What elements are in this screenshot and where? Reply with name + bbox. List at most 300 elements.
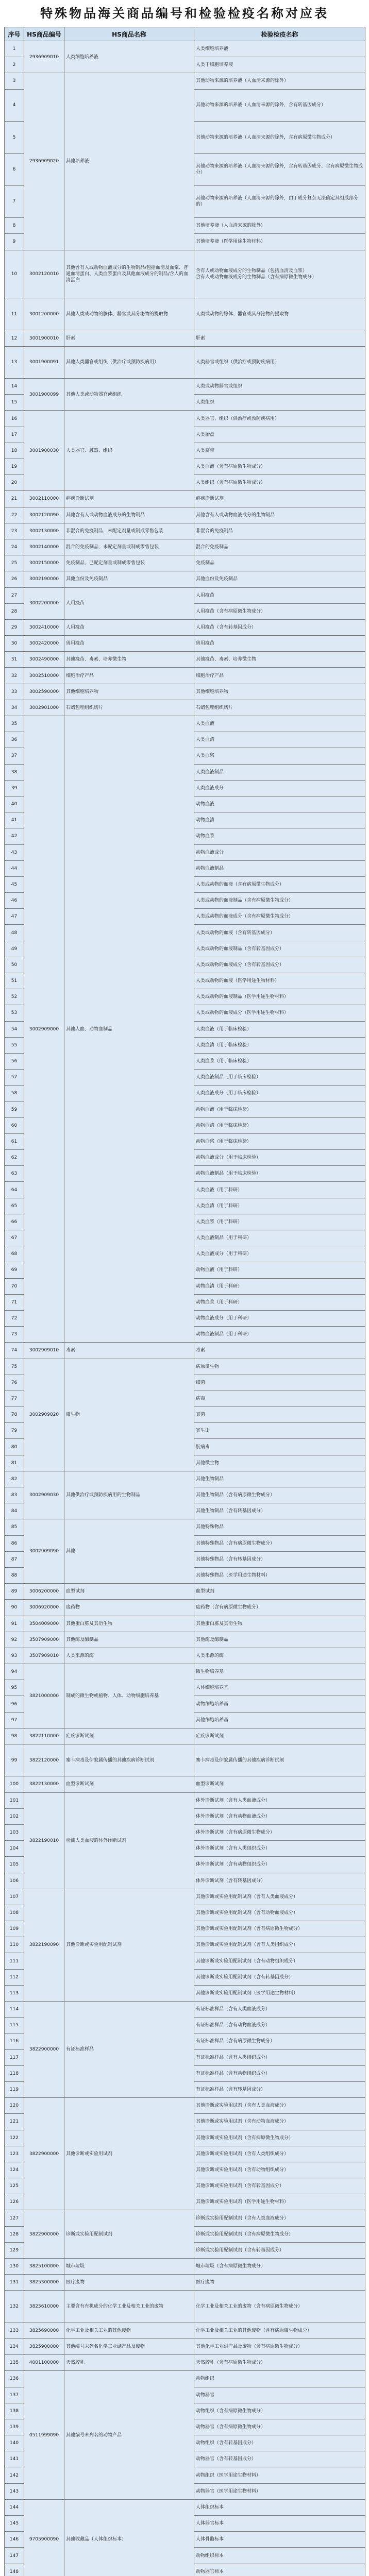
cell-index: 12 — [5, 330, 24, 346]
cell-index: 40 — [5, 796, 24, 812]
cell-inspection-name — [194, 2419, 365, 2435]
cell-inspection-name — [194, 636, 365, 652]
cell-hs-code: 3002490000 — [24, 652, 64, 668]
cell-hs-name: 其他 — [64, 1519, 194, 1584]
cell-index: 128 — [5, 2226, 24, 2242]
cell-index: 118 — [5, 2065, 24, 2081]
cell-inspection-name — [194, 1519, 365, 1535]
inspection-line: 人类脐带 — [196, 448, 215, 453]
cell-hs-name: 血型诊断试剂 — [64, 1776, 194, 1792]
cell-hs-name: 其他收藏品（人体组织标本） — [64, 2499, 194, 2576]
inspection-line: 其他生物制品（含有病原微生物成分） — [196, 1493, 275, 1498]
table-row — [5, 2275, 365, 2291]
table-row — [5, 1728, 365, 1744]
cell-index: 108 — [5, 1905, 24, 1921]
table-row — [5, 684, 365, 700]
cell-inspection-name — [194, 1664, 365, 1680]
inspection-line: 微生物培养基 — [196, 1669, 224, 1675]
inspection-line: 人类血液成分（用于科研） — [196, 1251, 252, 1257]
inspection-line: 诊断或实验用配制试剂（含有转基因成分） — [196, 2247, 284, 2253]
inspection-line: 人类或动物器官或组织 — [196, 384, 243, 389]
inspection-line: 动物血液成分 — [196, 850, 224, 855]
cell-index: 92 — [5, 1632, 24, 1648]
cell-hs-name: 医疗废物 — [64, 2275, 194, 2291]
cell-inspection-name — [194, 1021, 365, 1037]
inspection-line: 人体细胞培养基 — [196, 1685, 229, 1691]
cell-index: 84 — [5, 1503, 24, 1519]
cell-inspection-name — [194, 2516, 365, 2532]
table-row — [5, 539, 365, 555]
inspection-line: 其他诊断或实验用配制试剂（含有人类血液成分） — [196, 1894, 298, 1900]
inspection-line: 人类血液制品 — [196, 769, 224, 775]
cell-index: 15 — [5, 395, 24, 411]
cell-inspection-name — [194, 41, 365, 57]
cell-index: 96 — [5, 1696, 24, 1712]
cell-hs-code: 3822190090 — [24, 1889, 64, 2001]
cell-hs-name: 其他血份及免疫制品 — [64, 571, 194, 587]
cell-index: 7 — [5, 185, 24, 217]
cell-inspection-name — [194, 427, 365, 443]
cell-inspection-name — [194, 1503, 365, 1519]
cell-index: 115 — [5, 2018, 24, 2033]
inspection-line: 其他培养液（人血清来源的除外） — [196, 223, 266, 229]
cell-inspection-name — [194, 1937, 365, 1953]
inspection-line: 人类或动物的血液（含有病原微生物成分） — [196, 882, 284, 887]
inspection-line: 人类或动物的血液制品（含有病原微生物成分） — [196, 898, 294, 904]
inspection-line: 动物器官（含有转基因成分） — [196, 2456, 257, 2462]
inspection-line: 动物血液（用于临床检验） — [196, 1107, 252, 1112]
cell-hs-name: 兽用疫苗 — [64, 636, 194, 652]
inspection-line: 有证标准样品（含有人类组织成分） — [196, 2055, 271, 2060]
cell-index: 47 — [5, 909, 24, 925]
cell-inspection-name — [194, 1889, 365, 1905]
cell-inspection-name — [194, 185, 365, 217]
cell-hs-code: 3822900000 — [24, 2210, 64, 2259]
header-hs-code: HS商品编号 — [24, 27, 64, 41]
inspection-line: 有证标准样品（含有动物血液成分） — [196, 2023, 271, 2028]
cell-index: 142 — [5, 2467, 24, 2483]
cell-inspection-name — [194, 539, 365, 555]
inspection-line: 体外诊断试剂（含有动物组织成分） — [196, 1862, 271, 1868]
inspection-line: 动物组织（含有转基因成分） — [196, 2441, 257, 2446]
cell-index: 55 — [5, 1037, 24, 1053]
cell-index: 63 — [5, 1166, 24, 1182]
table-row — [5, 2338, 365, 2354]
inspection-line: 其他动物来源的培养液（人血清来源的除外） — [196, 78, 289, 84]
cell-index: 90 — [5, 1600, 24, 1616]
table-row — [5, 250, 365, 298]
cell-inspection-name — [194, 1005, 365, 1021]
cell-index: 29 — [5, 619, 24, 635]
cell-inspection-name — [194, 1262, 365, 1278]
cell-hs-name: 化学工业及相关工业的其他废物 — [64, 2323, 194, 2338]
inspection-line: 石蜡包埋组织切片 — [196, 705, 233, 710]
cell-index: 103 — [5, 1824, 24, 1840]
cell-inspection-name — [194, 1101, 365, 1117]
cell-hs-name: 其他人类或动物的腺体、器官或其分泌物的提取物 — [64, 298, 194, 330]
table-row — [5, 2323, 365, 2338]
inspection-line: 动物血液制品（用于科研） — [196, 1332, 252, 1337]
cell-hs-code: 3504009000 — [24, 1616, 64, 1632]
inspection-line: 其他含有人或动物血液成分的生物制品 — [196, 512, 275, 518]
cell-hs-code: 3002120090 — [24, 507, 64, 523]
cell-inspection-name — [194, 748, 365, 764]
inspection-line: 人类组织（含有病原微生物成分） — [196, 480, 266, 486]
cell-hs-name: 细胞治疗产品 — [64, 668, 194, 684]
inspection-line: 有证标准样品（含有动物组织成分） — [196, 2071, 271, 2076]
inspection-line: 化学工业及相关工业的其他废物（含有病原微生物成分） — [196, 2328, 312, 2333]
cell-hs-name: 人类来源的酶 — [64, 1648, 194, 1664]
inspection-line: 其他特殊物品（医学用途生物材料） — [196, 1573, 271, 1579]
cell-inspection-name — [194, 668, 365, 684]
cell-index: 125 — [5, 2178, 24, 2194]
cell-index: 21 — [5, 491, 24, 507]
cell-hs-name: 其他人类或动物器官或组织 — [64, 379, 194, 411]
inspection-line: 人类胎盘 — [196, 432, 215, 437]
cell-hs-code: 3002590000 — [24, 684, 64, 700]
inspection-line: 体外诊断试剂（含有动物血液成分） — [196, 1814, 271, 1819]
cell-index: 146 — [5, 2532, 24, 2548]
inspection-line: 其他血份及免疫制品 — [196, 577, 238, 582]
inspection-line: 真菌 — [196, 1412, 206, 1418]
cell-inspection-name — [194, 121, 365, 153]
cell-hs-code: 3001900099 — [24, 379, 64, 411]
inspection-line: 天然胶乳（含有病原微生物成分） — [196, 2360, 266, 2366]
cell-inspection-name — [194, 1551, 365, 1567]
inspection-line: 动物组织 — [196, 2376, 215, 2382]
cell-inspection-name — [194, 1053, 365, 1069]
cell-index: 102 — [5, 1808, 24, 1824]
cell-hs-code: 3001200000 — [24, 298, 64, 330]
cell-hs-code: 3002130000 — [24, 523, 64, 539]
inspection-line: 动物血清 — [196, 818, 215, 823]
inspection-line: 人类血液（含有病原微生物成分） — [196, 464, 266, 470]
cell-inspection-name — [194, 2210, 365, 2226]
cell-index: 106 — [5, 1873, 24, 1889]
cell-inspection-name — [194, 1487, 365, 1503]
table-row — [5, 507, 365, 523]
cell-index: 43 — [5, 844, 24, 860]
cell-hs-code: 3825690000 — [24, 2323, 64, 2338]
cell-inspection-name — [194, 1391, 365, 1406]
cell-index: 18 — [5, 443, 24, 459]
cell-index: 36 — [5, 732, 24, 748]
cell-hs-name: 其他编号未列名化学工业副产品及废物 — [64, 2338, 194, 2354]
cell-index: 57 — [5, 1070, 24, 1086]
cell-hs-name: 其他含有人或动物血液成分的生物制品 — [64, 507, 194, 523]
cell-index: 79 — [5, 1423, 24, 1439]
cell-inspection-name — [194, 1182, 365, 1198]
cell-hs-code: 3002420000 — [24, 636, 64, 652]
cell-index: 9 — [5, 234, 24, 250]
cell-inspection-name — [194, 346, 365, 378]
cell-inspection-name — [194, 700, 365, 716]
inspection-line: 人用疫苗（含有病原微生物成分） — [196, 608, 266, 614]
inspection-line: 其他诊断或实验用试剂（含有动物血液成分） — [196, 2119, 289, 2125]
cell-inspection-name — [194, 1648, 365, 1664]
cell-inspection-name — [194, 1969, 365, 1985]
cell-index: 136 — [5, 2371, 24, 2387]
cell-hs-name: 其他细胞培养物 — [64, 684, 194, 700]
cell-index: 16 — [5, 411, 24, 427]
cell-index: 34 — [5, 700, 24, 716]
inspection-line: 其他酶及酶制品 — [196, 1637, 229, 1642]
inspection-line: 朊病毒 — [196, 1444, 210, 1450]
cell-inspection-name — [194, 2226, 365, 2242]
inspection-line: 其他生物制品（含有转基因成分） — [196, 1509, 266, 1514]
inspection-line: 疟疾诊断试剂 — [196, 1733, 224, 1739]
cell-inspection-name — [194, 2002, 365, 2018]
cell-index: 68 — [5, 1246, 24, 1262]
inspection-line: 人类细胞培养液 — [196, 46, 229, 52]
cell-hs-name: 废药物 — [64, 1600, 194, 1616]
cell-inspection-name — [194, 89, 365, 121]
cell-inspection-name — [194, 603, 365, 619]
cell-inspection-name — [194, 2387, 365, 2403]
cell-inspection-name — [194, 828, 365, 844]
inspection-line: 其他诊断或实验用试剂（含有人类组织成分） — [196, 2151, 289, 2157]
inspection-line: 人类干细胞培养液 — [196, 62, 233, 68]
cell-index: 54 — [5, 1021, 24, 1037]
cell-inspection-name — [194, 2259, 365, 2275]
cell-index: 148 — [5, 2564, 24, 2576]
inspection-line: 其他动物来源的培养液（人血清来源的除外，含有转基因成分） — [196, 103, 326, 108]
table-row — [5, 1600, 365, 1616]
inspection-line: 人类或动物的血液（含有转基因成分） — [196, 930, 275, 936]
cell-index: 134 — [5, 2338, 24, 2354]
inspection-line: 细胞治疗产品 — [196, 673, 224, 679]
inspection-line: 人类血液制品（用于临床检验） — [196, 1075, 261, 1080]
inspection-line: 人用疫苗（含有转基因成分） — [196, 624, 257, 630]
cell-index: 139 — [5, 2419, 24, 2435]
cell-index: 45 — [5, 876, 24, 892]
table-row — [5, 1792, 365, 1808]
inspection-line: 病毒 — [196, 1396, 206, 1401]
cell-inspection-name — [194, 555, 365, 571]
cell-inspection-name — [194, 1857, 365, 1873]
cell-index: 74 — [5, 1343, 24, 1359]
table-row — [5, 555, 365, 571]
cell-inspection-name — [194, 1680, 365, 1696]
cell-hs-code: 3002909030 — [24, 1471, 64, 1519]
cell-inspection-name — [194, 1455, 365, 1471]
inspection-line: 其他细胞培养基 — [196, 1717, 229, 1723]
cell-hs-name: 其他人血、动物血制品 — [64, 716, 194, 1343]
inspection-line: 城市垃圾（含有病原微生物成分） — [196, 2264, 266, 2269]
cell-hs-name: 诊断或实验用配制试剂 — [64, 2210, 194, 2259]
cell-hs-name: 混合的免疫制品，未配定剂量或制成零售包装 — [64, 539, 194, 555]
cell-index: 60 — [5, 1117, 24, 1133]
cell-inspection-name — [194, 379, 365, 395]
cell-inspection-name — [194, 2049, 365, 2065]
cell-inspection-name — [194, 2242, 365, 2258]
table-row — [5, 2371, 365, 2387]
cell-inspection-name — [194, 2146, 365, 2162]
cell-index: 109 — [5, 1921, 24, 1937]
cell-index: 95 — [5, 1680, 24, 1696]
inspection-line: 体外诊断试剂（含有病原微生物成分） — [196, 1830, 275, 1836]
table-row — [5, 1359, 365, 1375]
cell-inspection-name — [194, 298, 365, 330]
cell-index: 38 — [5, 764, 24, 780]
cell-hs-code: 3822190010 — [24, 1792, 64, 1889]
cell-hs-code: 3002510000 — [24, 668, 64, 684]
cell-index: 72 — [5, 1310, 24, 1326]
cell-index: 119 — [5, 2081, 24, 2097]
table-row — [5, 1584, 365, 1600]
cell-hs-name: 石蜡包埋组织切片 — [64, 700, 194, 716]
inspection-line: 其他诊断或实验用试剂（含有动物组织成分） — [196, 2167, 289, 2173]
inspection-line: 寨卡病毒及伊蚊属传播的其他疾病诊断试剂 — [196, 1757, 284, 1763]
cell-hs-code: 3002140000 — [24, 539, 64, 555]
inspection-line: 人类或动物的血液制品（医学用途生物材料） — [196, 994, 289, 1000]
cell-index: 132 — [5, 2291, 24, 2323]
table-row — [5, 41, 365, 57]
inspection-line: 动物血浆（用于科研） — [196, 1299, 243, 1305]
table-row — [5, 2499, 365, 2515]
cell-inspection-name — [194, 1310, 365, 1326]
inspection-line: 其他诊断或实验用配制试剂（医学用途生物材料） — [196, 1990, 298, 1996]
inspection-line: 血型诊断试剂 — [196, 1782, 224, 1787]
cell-index: 67 — [5, 1230, 24, 1246]
inspection-line: 化学工业及相关工业的废物（含有病原微生物成分） — [196, 2304, 303, 2310]
cell-index: 99 — [5, 1744, 24, 1776]
table-row — [5, 1519, 365, 1535]
cell-hs-code: 3825100000 — [24, 2259, 64, 2275]
cell-hs-code: 3507909010 — [24, 1648, 64, 1664]
cell-hs-name: 其他蛋白胨及其衍生物 — [64, 1616, 194, 1632]
table-row — [5, 2210, 365, 2226]
cell-index: 129 — [5, 2242, 24, 2258]
cell-inspection-name — [194, 1278, 365, 1294]
cell-index: 141 — [5, 2451, 24, 2467]
cell-index: 11 — [5, 298, 24, 330]
inspection-line: 其他动物来源的培养液（人血清来源的除外，由于成分复杂无法确定其组成部分的） — [196, 196, 359, 208]
cell-index: 25 — [5, 555, 24, 571]
cell-hs-code: 0511999090 — [24, 2371, 64, 2500]
cell-index: 24 — [5, 539, 24, 555]
inspection-line: 混合的免疫制品 — [196, 545, 229, 550]
inspection-line: 人体组织标本 — [196, 2504, 224, 2510]
cell-hs-name: 其他诊断或实验用试剂 — [64, 2098, 194, 2210]
cell-hs-code: 3002901000 — [24, 700, 64, 716]
cell-index: 10 — [5, 250, 24, 298]
cell-hs-name: 其他酶及酶制品 — [64, 1632, 194, 1648]
table-row — [5, 330, 365, 346]
inspection-line: 动物器官标本 — [196, 2569, 224, 2574]
cell-index: 144 — [5, 2499, 24, 2515]
cell-inspection-name — [194, 973, 365, 989]
table-row — [5, 587, 365, 603]
inspection-line: 动物血浆（用于临床检验） — [196, 1139, 252, 1144]
cell-inspection-name — [194, 2467, 365, 2483]
cell-index: 121 — [5, 2114, 24, 2130]
cell-index: 71 — [5, 1294, 24, 1310]
cell-hs-code: 2936909020 — [24, 73, 64, 250]
cell-hs-name: 城市垃圾 — [64, 2259, 194, 2275]
cell-inspection-name — [194, 1841, 365, 1857]
inspection-line: 人类血清（用于科研） — [196, 1203, 243, 1209]
cell-inspection-name — [194, 1343, 365, 1359]
header-inspection-name: 检验检疫名称 — [194, 27, 365, 41]
cell-hs-code: 3002120010 — [24, 250, 64, 298]
cell-inspection-name — [194, 1294, 365, 1310]
cell-inspection-name — [194, 1535, 365, 1551]
cell-inspection-name — [194, 443, 365, 459]
cell-inspection-name — [194, 2162, 365, 2178]
cell-index: 70 — [5, 1278, 24, 1294]
cell-hs-name: 其他培养液 — [64, 73, 194, 250]
cell-index: 91 — [5, 1616, 24, 1632]
cell-inspection-name — [194, 2483, 365, 2499]
inspection-line: 人类血浆（用于科研） — [196, 1219, 243, 1225]
table-row — [5, 2002, 365, 2018]
cell-index: 98 — [5, 1728, 24, 1744]
cell-inspection-name — [194, 796, 365, 812]
cell-index: 131 — [5, 2275, 24, 2291]
inspection-line: 动物器官（含有病原微生物成分） — [196, 2425, 266, 2430]
cell-index: 6 — [5, 154, 24, 185]
inspection-line: 医疗废物 — [196, 2280, 215, 2285]
cell-inspection-name — [194, 2435, 365, 2451]
cell-index: 104 — [5, 1841, 24, 1857]
inspection-line: 动物组织标本 — [196, 2553, 224, 2558]
cell-inspection-name — [194, 2338, 365, 2354]
inspection-line: 人类血浆（用于临床检验） — [196, 1059, 252, 1064]
inspection-line: 含有人或动物血液成分的生物制品（含有病原微生物成分） — [196, 274, 317, 280]
inspection-line: 人类或动物的血液（医学用途生物材料） — [196, 978, 280, 984]
inspection-line: 其他诊断或实验用配制试剂（含有动物组织成分） — [196, 1958, 298, 1964]
cell-hs-code: 3825610000 — [24, 2291, 64, 2323]
cell-index: 76 — [5, 1375, 24, 1391]
inspection-line: 人体骨骼标本 — [196, 2537, 224, 2543]
inspection-line: 动物组织（含有病原微生物成分） — [196, 2408, 266, 2414]
cell-inspection-name — [194, 475, 365, 491]
cell-inspection-name — [194, 2532, 365, 2548]
cell-hs-code: 3821000000 — [24, 1664, 64, 1728]
cell-inspection-name — [194, 2548, 365, 2564]
cell-hs-name: 有证标准样品 — [64, 2002, 194, 2098]
cell-hs-code: 3825900000 — [24, 2338, 64, 2354]
table-row — [5, 1632, 365, 1648]
cell-inspection-name — [194, 764, 365, 780]
cell-index: 107 — [5, 1889, 24, 1905]
cell-index: 61 — [5, 1133, 24, 1149]
cell-index: 101 — [5, 1792, 24, 1808]
inspection-line: 动物器官 — [196, 2392, 215, 2398]
cell-inspection-name — [194, 250, 365, 298]
cell-inspection-name — [194, 2291, 365, 2323]
cell-hs-code: 3822120000 — [24, 1744, 64, 1776]
inspection-line: 人类血液（用于科研） — [196, 1187, 243, 1193]
table-row — [5, 619, 365, 635]
cell-index: 112 — [5, 1969, 24, 1985]
cell-index: 37 — [5, 748, 24, 764]
cell-index: 78 — [5, 1407, 24, 1423]
table-row — [5, 491, 365, 507]
cell-index: 23 — [5, 523, 24, 539]
cell-inspection-name — [194, 1808, 365, 1824]
table-row — [5, 1776, 365, 1792]
inspection-line: 其他特殊物品（含有转基因成分） — [196, 1556, 266, 1562]
inspection-line: 体外诊断试剂（含有人类血液成分） — [196, 1798, 271, 1803]
cell-hs-name: 其他编号未列名的动物产品 — [64, 2371, 194, 2500]
inspection-line: 其他诊断或实验用配制试剂（含有病原微生物成分） — [196, 1926, 303, 1932]
page-title: 特殊物品海关商品编号和检验检疫名称对应表 — [40, 6, 329, 21]
cell-hs-code: 4001100000 — [24, 2355, 64, 2371]
cell-inspection-name — [194, 2371, 365, 2387]
cell-inspection-name — [194, 330, 365, 346]
